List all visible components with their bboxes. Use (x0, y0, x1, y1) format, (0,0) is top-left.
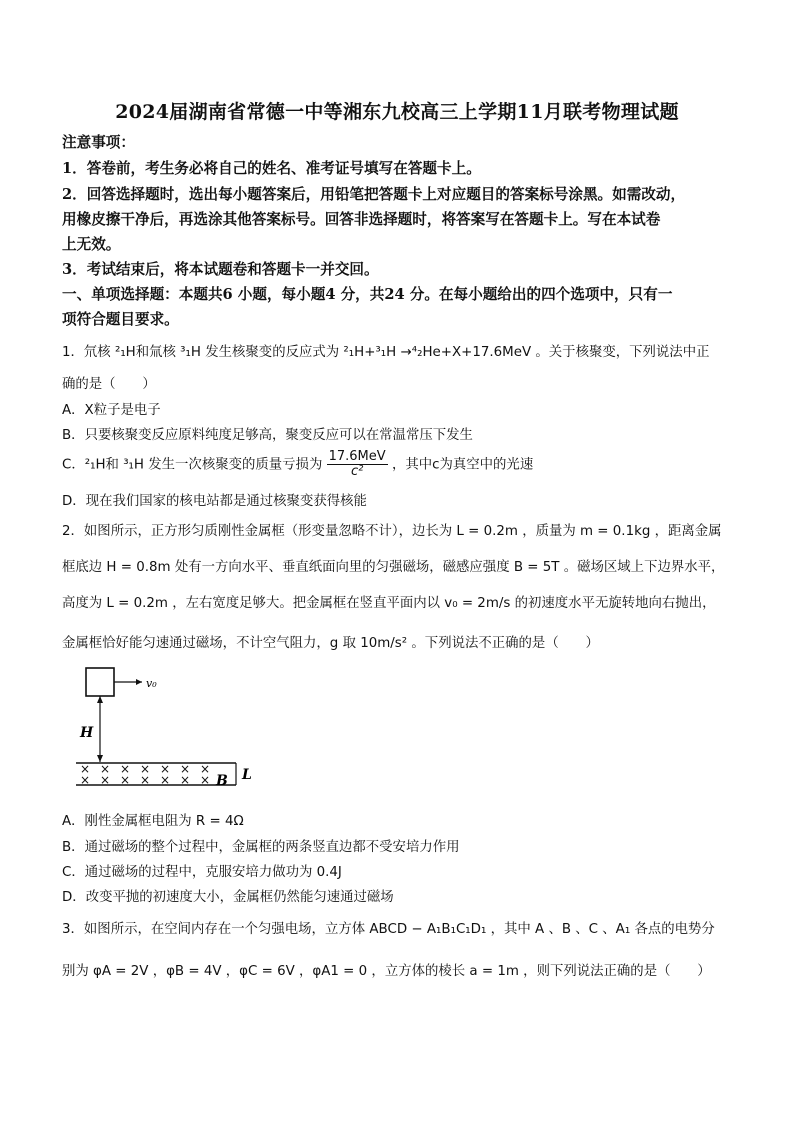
page-title: 2024届湖南省常德一中等湘东九校高三上学期11月联考物理试题 (115, 101, 679, 123)
notice-item-1: 1．答卷前，考生务必将自己的姓名、准考证号填写在答题卡上。 (62, 160, 481, 177)
svg-text:×: × (120, 762, 131, 776)
q2-option-c: C．通过磁场的过程中，克服安培力做功为 0.4J (62, 865, 342, 880)
q1-option-c (62, 450, 742, 479)
q1-fraction-denominator: c² (350, 464, 364, 479)
q1-option-a: A．X粒子是电子 (62, 403, 161, 418)
svg-text:×: × (140, 762, 151, 776)
q2-stem-1: 2．如图所示，正方形匀质刚性金属框（形变量忽略不计），边长为 L = 0.2m ，质量为 m = 0.1kg ，距离金属 (62, 524, 722, 539)
H-label: H (80, 725, 94, 741)
svg-text:×: × (100, 762, 111, 776)
q2-stem-2: 框底边 H = 0.8m 处有一方向水平、垂直纸面向里的匀强磁场，磁感应强度 B = 5T 。磁场区域上下边界水平， (62, 560, 725, 575)
section-heading: 一、单项选择题：本题共6 小题，每小题4 分，共24 分。在每小题给出的四个选项中，只有一 (62, 286, 673, 303)
q1-fraction-numerator: 17.6MeV (328, 449, 386, 464)
height-arrow-top (97, 696, 103, 703)
svg-text:×: × (140, 773, 151, 787)
q2-option-b: B．通过磁场的整个过程中，金属框的两条竖直边都不受安培力作用 (62, 840, 460, 855)
notice-item-2: 2．回答选择题时，选出每小题答案后，用铅笔把答题卡上对应题目的答案标号涂黑。如需改动， (62, 186, 686, 203)
svg-text:×: × (120, 773, 131, 787)
q1-option-c-text: C．²₁H和 ³₁H 发生一次核聚变的质量亏损为 (62, 457, 323, 473)
q1-option-c-fraction (327, 450, 388, 479)
B-label: B (216, 773, 228, 789)
notice-item-3: 3．考试结束后，将本试题卷和答题卡一并交回。 (62, 261, 379, 278)
notice-item-2-end: 上无效。 (62, 236, 121, 253)
notice-item-2-cont: 用橡皮擦干净后，再选涂其他答案标号。回答非选择题时，将答案写在答题卡上。写在本试卷 (62, 211, 661, 228)
q1-option-d: D．现在我们国家的核电站都是通过核聚变获得核能 (62, 494, 367, 509)
svg-text:×: × (180, 762, 191, 776)
q2-option-a: A．刚性金属框电阻为 R = 4Ω (62, 814, 244, 829)
q3-stem-1: 3．如图所示，在空间内存在一个匀强电场，立方体 ABCD − A₁B₁C₁D₁ ，其中 A 、B 、C 、A₁ 各点的电势分 (62, 922, 715, 937)
q3-stem-2: 别为 φA = 2V ，φB = 4V ，φC = 6V ，φA1 = 0 ，立方体的棱长 a = 1m ，则下列说法正确的是（ ） (62, 964, 711, 979)
q1-option-c-tail: ，其中c为真空中的光速 (391, 457, 534, 473)
v0-label: v₀ (146, 677, 157, 690)
svg-text:×: × (160, 762, 171, 776)
svg-text:×: × (160, 773, 171, 787)
q1-stem: 1．氘核 ²₁H和氚核 ³₁H 发生核聚变的反应式为 ²₁H+³₁H →⁴₂He+X+17.6MeV 。关于核聚变，下列说法中正 (62, 345, 710, 360)
L-label: L (242, 767, 252, 783)
section-heading-cont: 项符合题目要求。 (62, 311, 179, 328)
height-arrow-bottom (97, 755, 103, 762)
magnetic-field-crosses (80, 762, 210, 787)
q2-figure (70, 664, 270, 794)
q2-stem-4: 金属框恰好能匀速通过磁场，不计空气阻力，g 取 10m/s² 。下列说法不正确的是（ ） (62, 636, 599, 651)
svg-text:×: × (80, 773, 91, 787)
q2-stem-3: 高度为 L = 0.2m ，左右宽度足够大。把金属框在竖直平面内以 v₀ = 2m/s 的初速度水平无旋转地向右抛出， (62, 596, 716, 611)
svg-text:×: × (180, 773, 191, 787)
svg-text:×: × (80, 762, 91, 776)
q2-option-d: D．改变平抛的初速度大小，金属框仍然能匀速通过磁场 (62, 890, 394, 905)
metal-frame (86, 668, 114, 696)
svg-text:×: × (200, 762, 211, 776)
svg-text:×: × (200, 773, 211, 787)
q1-option-b: B．只要核聚变反应原料纯度足够高，聚变反应可以在常温常压下发生 (62, 428, 473, 443)
q1-stem-cont: 确的是（ ） (62, 377, 156, 392)
notice-heading: 注意事项： (62, 134, 135, 151)
svg-text:×: × (100, 773, 111, 787)
velocity-arrowhead (136, 679, 142, 685)
